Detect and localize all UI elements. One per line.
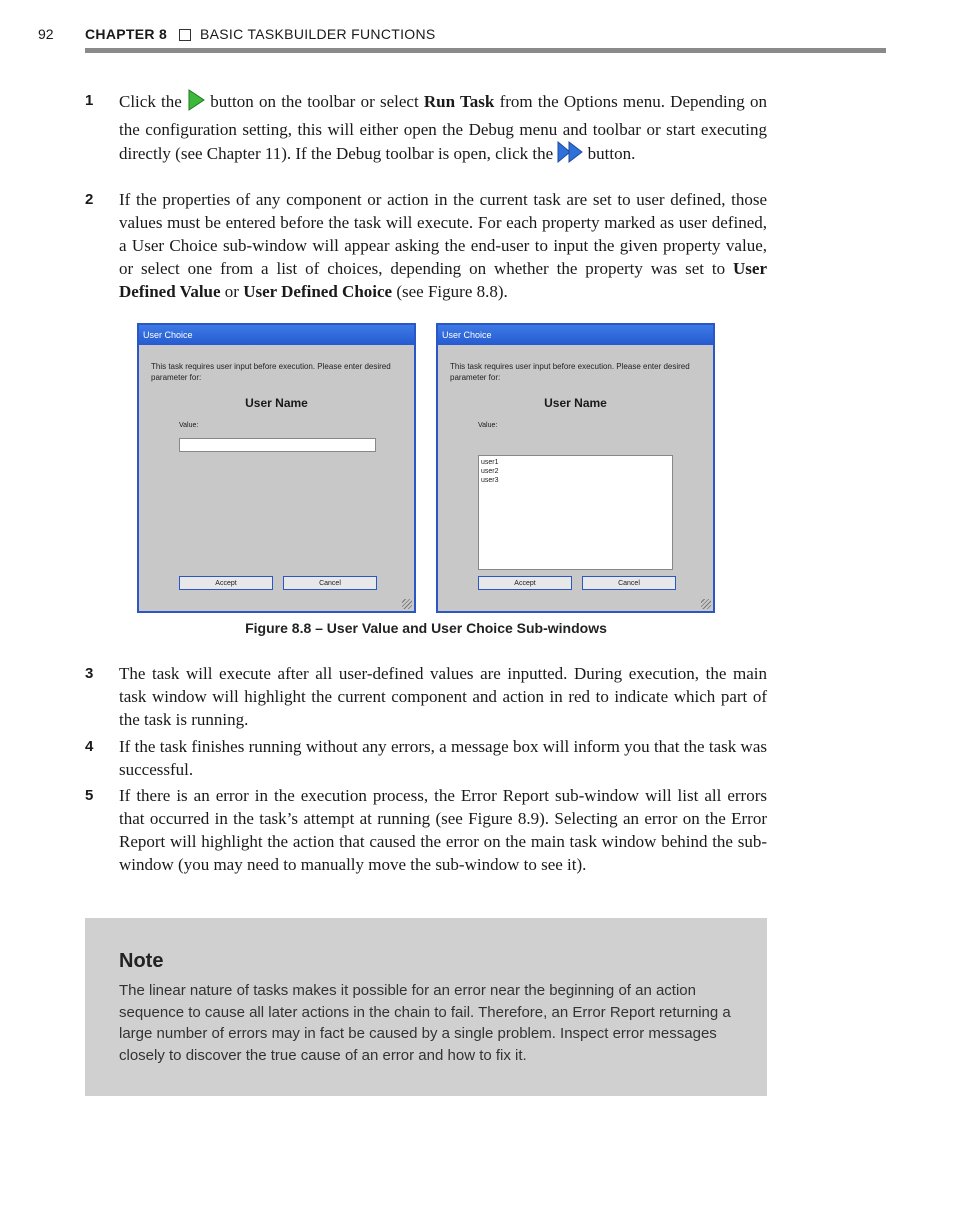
step-4 (85, 735, 767, 781)
parameter-name: User Name (544, 396, 607, 410)
resize-grip-icon[interactable] (402, 599, 412, 609)
cancel-button[interactable]: Cancel (582, 576, 676, 590)
note-box (85, 918, 767, 1096)
figure-caption: Figure 8.8 – User Value and User Choice Sub-windows (245, 620, 607, 636)
step-1 (85, 89, 767, 170)
blue-fast-forward-icon (557, 141, 583, 170)
separator-box-icon (179, 29, 191, 41)
list-item[interactable]: user3 (481, 477, 499, 484)
chapter-label: CHAPTER 8 (85, 26, 168, 42)
note-title: Note (119, 950, 164, 972)
step-text: If there is an error in the execution process, the Error Report sub-window will list all errors that occurred in the task’s attempt at running (see Figure 8.9). Selecting an error on the Error Report will highlight the action that caused the error on the main task window behind the sub-window (you may need to manually move the sub-window to see it). (119, 786, 767, 874)
value-input[interactable] (179, 438, 376, 452)
resize-grip-icon[interactable] (701, 599, 711, 609)
step-number: 5 (85, 787, 94, 804)
step-text: Click the button on the toolbar or select Run Task from the Options menu. Depending on the configuration setting, this will either open the Debug menu and toolbar or start executing directly (see Chapter 11). If the Debug toolbar is open, click the button. (119, 89, 767, 170)
list-item[interactable]: user2 (481, 468, 499, 475)
green-play-icon (187, 89, 205, 118)
user-value-window (137, 323, 416, 613)
accept-button[interactable]: Accept (478, 576, 572, 590)
window-message: This task requires user input before execution. Please enter desired parameter for: (450, 362, 690, 382)
user-choice-window (436, 323, 715, 613)
step-number: 4 (85, 738, 94, 755)
step-number: 3 (85, 665, 94, 682)
header-rule (85, 48, 886, 53)
page-number: 92 (38, 26, 54, 42)
value-label: Value: (179, 422, 199, 429)
parameter-name: User Name (245, 396, 308, 410)
window-title-bar: User Choice (438, 325, 713, 345)
chapter-title: BASIC TASKBUILDER FUNCTIONS (200, 26, 436, 42)
choice-list[interactable] (478, 455, 673, 570)
step-text: The task will execute after all user-defined values are inputted. During execution, the main task window will highlight the current component and action in red to indicate which part of the task is running. (119, 664, 767, 729)
step-text: If the task finishes running without any errors, a message box will inform you that the task was successful. (119, 737, 767, 779)
window-title-bar: User Choice (139, 325, 414, 345)
value-label: Value: (478, 422, 498, 429)
step-number: 1 (85, 92, 94, 109)
step-text: If the properties of any component or action in the current task are set to user defined, those values must be entered before the task will execute. For each property marked as user defined, a User Choice sub-window will appear asking the end-user to input the given property value, or select one from a list of choices, depending on whether the property was set to User Defined Value or User Defined Choice (see Figure 8.8). (119, 190, 767, 301)
note-body: The linear nature of tasks makes it possible for an error near the beginning of an action sequence to cause all later actions in the chain to fail. Therefore, an Error Report returning a large number of errors may in fact be caused by a single problem. Inspect error messages closely to discover the true cause of an error and how to fix it. (119, 982, 731, 1064)
accept-button[interactable]: Accept (179, 576, 273, 590)
step-2 (85, 188, 767, 303)
step-number: 2 (85, 191, 94, 208)
cancel-button[interactable]: Cancel (283, 576, 377, 590)
step-5 (85, 784, 767, 876)
window-message: This task requires user input before execution. Please enter desired parameter for: (151, 362, 391, 382)
step-3 (85, 662, 767, 731)
list-item[interactable]: user1 (481, 459, 499, 466)
